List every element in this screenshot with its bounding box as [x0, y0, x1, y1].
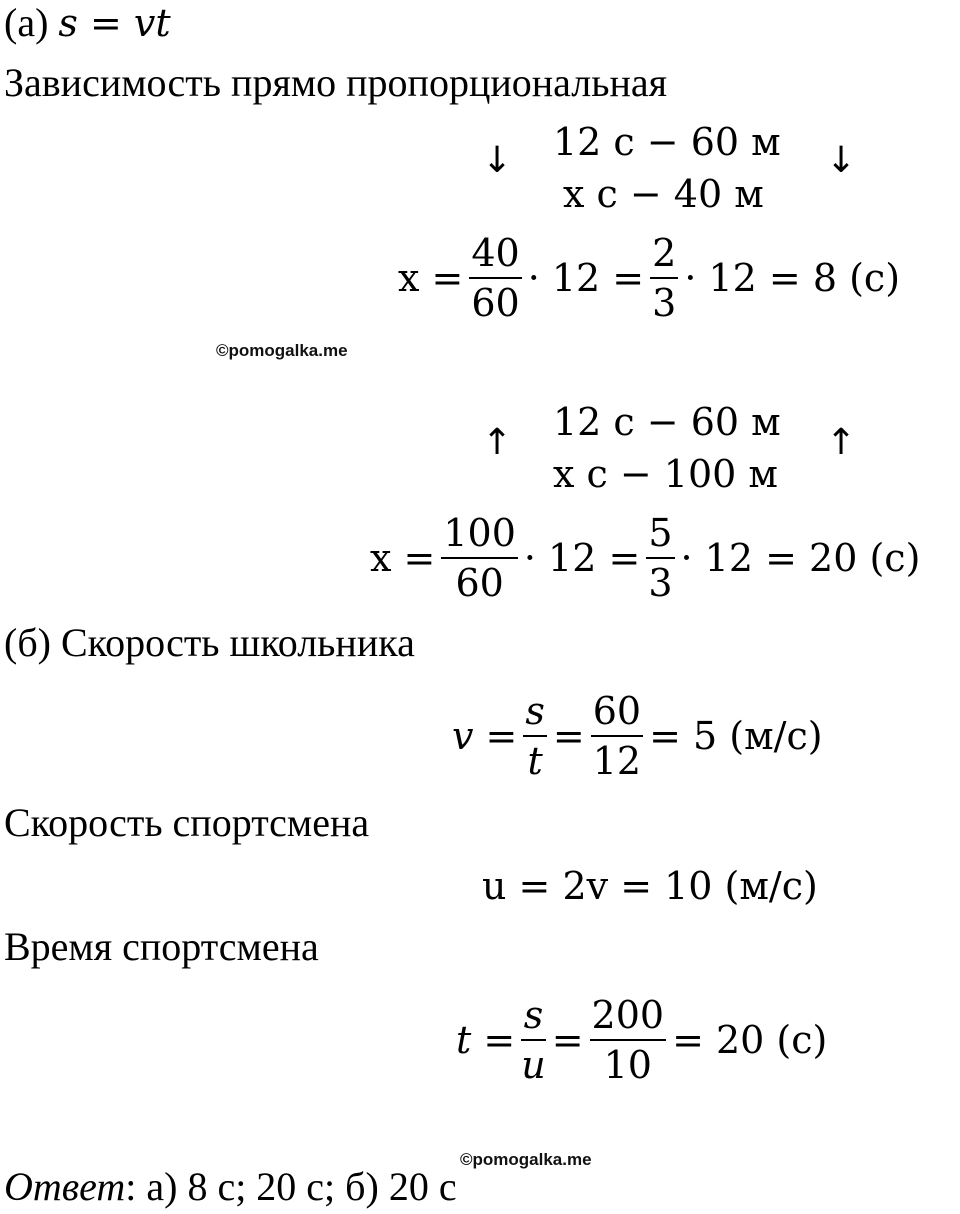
- eq2-frac1-num: 100: [443, 511, 516, 555]
- arrow-down-right-icon: ↓: [826, 140, 857, 181]
- eq2-rhs: · 12 = 20 (с): [680, 536, 921, 580]
- part-a-label: (a): [4, 0, 49, 45]
- answer-line: [4, 1164, 457, 1210]
- eq1-mid: · 12 =: [527, 256, 645, 300]
- athlete-time-label: Время спортсмена: [4, 924, 319, 969]
- watermark: ©pomogalka.me: [460, 1150, 592, 1169]
- eq1-frac1-den: 60: [471, 281, 520, 325]
- eq2-lhs: x =: [370, 536, 436, 580]
- eqv-eq: =: [552, 714, 585, 758]
- eqt-eq: =: [551, 1018, 584, 1062]
- equation-x-first: [398, 226, 900, 330]
- eq2-frac2-num: 5: [648, 511, 673, 555]
- eqt-frac2-den: 10: [603, 1043, 652, 1087]
- part-b-heading: (б) Скорость школьника: [4, 620, 415, 665]
- eqt-frac1-den: u: [521, 1043, 546, 1087]
- eq2-frac1-den: 60: [455, 561, 504, 605]
- eqt-rhs: = 20 (с): [672, 1018, 828, 1062]
- eq1-frac2-num: 2: [652, 231, 677, 275]
- arrow-up-right-icon: ↑: [826, 422, 857, 463]
- part-a-heading: [4, 0, 171, 46]
- arrow-down-left-icon: ↓: [482, 140, 513, 181]
- equation-t: [456, 988, 827, 1092]
- equation-u: u = 2v = 10 (м/с): [482, 864, 818, 908]
- proportion1-row2: x с − 40 м: [563, 172, 764, 216]
- equation-x-second: [370, 506, 920, 610]
- eqv-fraction-1: [523, 689, 547, 783]
- eq2-mid: · 12 =: [523, 536, 641, 580]
- statement-direct-proportion: Зависимость прямо пропорциональная: [4, 60, 668, 105]
- eqv-frac1-den: t: [527, 739, 543, 783]
- eq2-fraction-1: [441, 511, 518, 605]
- eqt-frac2-num: 200: [591, 993, 665, 1037]
- eqv-frac2-num: 60: [592, 689, 642, 733]
- athlete-speed-label: Скорость спортсмена: [4, 800, 370, 845]
- eqt-fraction-2: [590, 993, 667, 1087]
- eq1-fraction-1: [469, 231, 521, 325]
- eq1-fraction-2: [650, 231, 678, 325]
- proportion2-row2: x с − 100 м: [553, 452, 778, 496]
- proportion1-row1: 12 с − 60 м: [553, 120, 781, 164]
- eq1-frac2-den: 3: [652, 281, 677, 325]
- equation-v: [452, 684, 823, 788]
- eqt-fraction-1: [521, 993, 545, 1087]
- eqt-frac1-num: s: [523, 993, 544, 1037]
- eqv-frac2-den: 12: [592, 739, 642, 783]
- eqv-fraction-2: [591, 689, 643, 783]
- eqv-rhs: = 5 (м/с): [649, 714, 823, 758]
- watermark: ©pomogalka.me: [216, 341, 348, 360]
- eq2-frac2-den: 3: [648, 561, 673, 605]
- eq2-fraction-2: [646, 511, 674, 605]
- proportion2-row1: 12 с − 60 м: [553, 400, 781, 444]
- answer-text: : а) 8 с; 20 с; б) 20 с: [125, 1164, 457, 1209]
- eq1-rhs: · 12 = 8 (с): [684, 256, 901, 300]
- eqv-frac1-num: s: [525, 689, 545, 733]
- eq1-lhs: x =: [398, 256, 464, 300]
- arrow-up-left-icon: ↑: [482, 422, 513, 463]
- eqt-lhs: t =: [456, 1018, 516, 1062]
- eqv-lhs: v =: [452, 714, 518, 758]
- eq1-frac1-num: 40: [471, 231, 520, 275]
- answer-label: Ответ: [4, 1164, 126, 1209]
- part-a-formula: s = vt: [58, 1, 171, 45]
